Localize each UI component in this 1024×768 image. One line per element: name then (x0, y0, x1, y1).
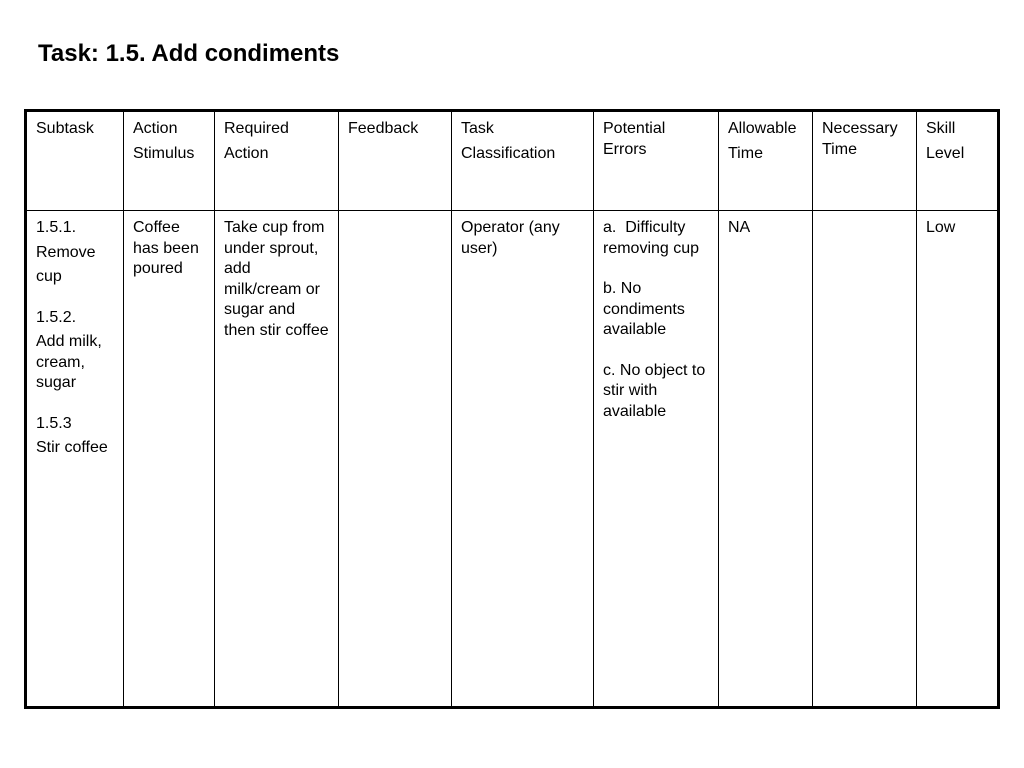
cell-allowable-time (719, 211, 813, 706)
header-task-classification-line2: Classification (461, 144, 556, 162)
header-subtask (27, 112, 124, 211)
header-skill-level-line2: Level (926, 144, 965, 162)
header-action-stimulus-line2: Stimulus (133, 144, 195, 162)
cell-action-stimulus (124, 211, 215, 706)
header-required-action-line1: Required (224, 120, 289, 137)
header-allowable-time (719, 112, 813, 211)
subtask-1-line2: cup (36, 268, 62, 285)
header-allowable-time-line1: Allowable (728, 120, 797, 137)
header-action-stimulus (124, 112, 215, 211)
allowable-time-text: NA (728, 219, 751, 236)
header-required-action (215, 112, 339, 211)
header-action-stimulus-line1: Action (133, 120, 178, 137)
cell-task-classification (452, 211, 594, 706)
header-task-classification (452, 112, 594, 211)
cell-skill-level (917, 211, 1000, 706)
skill-level-text: Low (926, 219, 956, 236)
cell-subtask (27, 211, 124, 706)
potential-error-a: a. Difficulty removing cup (603, 219, 700, 257)
header-necessary-time-line2: Time (822, 140, 857, 158)
header-necessary-time (813, 112, 917, 211)
cell-necessary-time (813, 211, 917, 706)
header-subtask-label: Subtask (36, 120, 94, 137)
header-feedback-label: Feedback (348, 120, 419, 137)
header-skill-level-line1: Skill (926, 120, 956, 137)
required-action-text: Take cup from under sprout, add milk/cream or sugar and then stir coffee (224, 219, 329, 339)
task-analysis-table (24, 109, 1000, 709)
potential-error-c: c. No object to stir with available (603, 361, 706, 420)
subtask-1-line1: Remove (36, 243, 96, 261)
subtask-2-number: 1.5.2. (36, 308, 77, 326)
cell-potential-errors (594, 211, 719, 706)
header-potential-errors-line1: Potential (603, 120, 666, 137)
subtask-3-text: Stir coffee (36, 439, 108, 456)
header-skill-level (917, 112, 1000, 211)
cell-required-action (215, 211, 339, 706)
action-stimulus-text: Coffee has been poured (133, 219, 199, 277)
header-potential-errors-line2: Errors (603, 140, 647, 158)
header-potential-errors (594, 112, 719, 211)
subtask-1-number: 1.5.1. (36, 219, 77, 236)
header-allowable-time-line2: Time (728, 144, 763, 162)
header-feedback (339, 112, 452, 211)
header-required-action-line2: Action (224, 144, 269, 162)
potential-error-b: b. No condiments available (603, 280, 685, 338)
subtask-3-number: 1.5.3 (36, 414, 72, 432)
task-classification-text: Operator (any user) (461, 219, 560, 257)
cell-feedback (339, 211, 452, 706)
header-necessary-time-line1: Necessary (822, 120, 898, 137)
header-task-classification-line1: Task (461, 120, 494, 137)
subtask-2-text: Add milk, cream, sugar (36, 333, 102, 391)
page-title: Task: 1.5. Add condiments (38, 40, 340, 67)
